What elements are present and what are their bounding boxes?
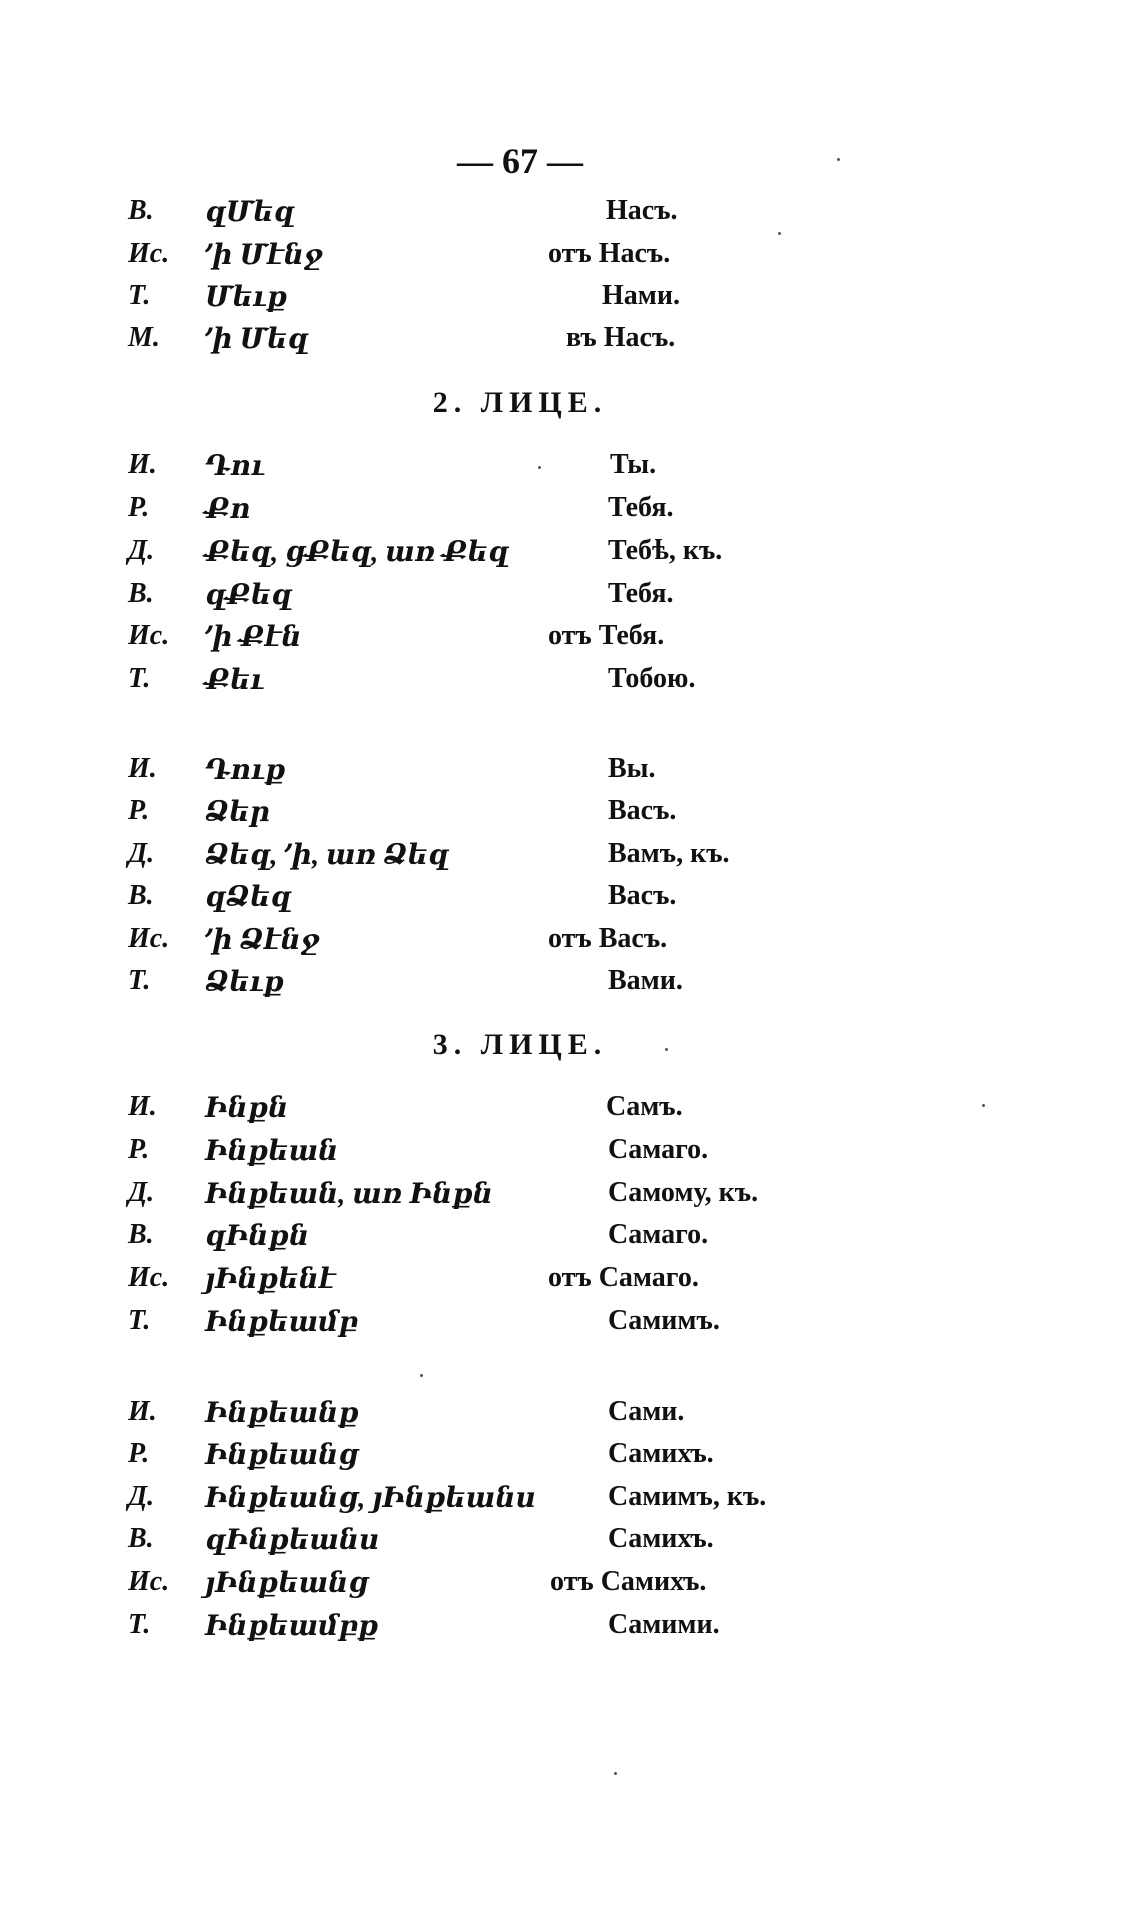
armenian-form: Ինքեան, առ Ինքն: [205, 1179, 493, 1210]
case-label: В.: [128, 1523, 154, 1554]
armenian-form: Ինքեանց: [205, 1440, 359, 1471]
declension-row: [0, 535, 1140, 575]
armenian-form: Ինքն: [205, 1093, 289, 1124]
russian-translation: Тебя.: [608, 492, 674, 523]
declension-row: [0, 1481, 1140, 1521]
print-speck: [665, 1048, 668, 1051]
case-label: Д.: [128, 838, 155, 869]
print-speck: [614, 1772, 617, 1775]
case-label: И.: [128, 449, 157, 480]
section-heading-person-3: 3. ЛИЦЕ.: [432, 1028, 608, 1061]
armenian-form: յԻնքենէ: [205, 1264, 336, 1295]
armenian-form: Քեւ: [205, 665, 265, 696]
declension-row: [0, 1219, 1140, 1259]
declension-row: [0, 322, 1140, 362]
russian-translation: Самимъ, къ.: [608, 1481, 767, 1512]
declension-row: [0, 280, 1140, 320]
print-speck: [538, 466, 541, 469]
declension-row: [0, 195, 1140, 235]
print-speck: [982, 1104, 985, 1107]
declension-row: [0, 663, 1140, 703]
russian-translation: Самъ.: [606, 1091, 683, 1122]
armenian-form: զՔեզ: [205, 580, 292, 611]
russian-translation: Самому, къ.: [608, 1177, 759, 1208]
armenian-form: ՚ի Մեզ: [205, 324, 309, 355]
russian-translation: отъ Васъ.: [548, 923, 668, 954]
russian-translation: Васъ.: [608, 880, 677, 911]
russian-translation: Самихъ.: [608, 1438, 714, 1469]
declension-row: [0, 1177, 1140, 1217]
case-label: Ис.: [128, 1566, 170, 1597]
armenian-form: Դուք: [205, 755, 286, 786]
russian-translation: отъ Тебя.: [548, 620, 665, 651]
case-label: Ис.: [128, 923, 170, 954]
case-label: Р.: [128, 1438, 150, 1469]
case-label: В.: [128, 880, 154, 911]
russian-translation: Самихъ.: [608, 1523, 714, 1554]
case-label: Т.: [128, 663, 151, 694]
declension-row: [0, 880, 1140, 920]
case-label: В.: [128, 195, 154, 226]
declension-row: [0, 620, 1140, 660]
armenian-form: զՄեզ: [205, 197, 295, 228]
russian-translation: Самаго.: [608, 1134, 709, 1165]
declension-row: [0, 1566, 1140, 1606]
case-label: И.: [128, 1396, 157, 1427]
case-label: Ис.: [128, 620, 170, 651]
russian-translation: отъ Самихъ.: [550, 1566, 707, 1597]
declension-row: [0, 449, 1140, 489]
russian-translation: отъ Самаго.: [548, 1262, 699, 1293]
russian-translation: Самаго.: [608, 1219, 709, 1250]
armenian-form: զԻնքեանս: [205, 1525, 380, 1556]
case-label: Т.: [128, 1609, 151, 1640]
section-heading-person-2: 2. ЛИЦЕ.: [432, 386, 608, 419]
case-label: Р.: [128, 492, 150, 523]
armenian-form: Քո: [205, 494, 251, 525]
declension-row: [0, 795, 1140, 835]
armenian-form: Ձեզ, ՚ի, առ Ձեզ: [205, 840, 449, 871]
russian-translation: Тебѣ, къ.: [608, 535, 723, 566]
case-label: Р.: [128, 795, 150, 826]
declension-row: [0, 753, 1140, 793]
case-label: Д.: [128, 535, 155, 566]
armenian-form: զՁեզ: [205, 882, 292, 913]
armenian-form: Ձեւք: [205, 967, 284, 998]
declension-row: [0, 1134, 1140, 1174]
russian-translation: Сами.: [608, 1396, 685, 1427]
russian-translation: Самими.: [608, 1609, 720, 1640]
armenian-form: ՚ի Մէնջ: [205, 240, 323, 271]
russian-translation: Ты.: [610, 449, 657, 480]
armenian-form: ՚ի Ձէնջ: [205, 925, 320, 956]
declension-row: [0, 838, 1140, 878]
armenian-form: Ինքեան: [205, 1136, 339, 1167]
case-label: Д.: [128, 1177, 155, 1208]
russian-translation: Вами.: [608, 965, 683, 996]
russian-translation: Тебя.: [608, 578, 674, 609]
russian-translation: Вамъ, къ.: [608, 838, 730, 869]
case-label: Т.: [128, 280, 151, 311]
case-label: Р.: [128, 1134, 150, 1165]
declension-row: [0, 578, 1140, 618]
declension-row: [0, 1438, 1140, 1478]
armenian-form: Մեւք: [205, 282, 288, 313]
russian-translation: Тобою.: [608, 663, 696, 694]
russian-translation: Васъ.: [608, 795, 677, 826]
case-label: Ис.: [128, 1262, 170, 1293]
case-label: Ис.: [128, 238, 170, 269]
armenian-form: Ինքեամբ: [205, 1307, 358, 1338]
case-label: М.: [128, 322, 160, 353]
declension-row: [0, 1262, 1140, 1302]
declension-row: [0, 1091, 1140, 1131]
case-label: И.: [128, 1091, 157, 1122]
case-label: Д.: [128, 1481, 155, 1512]
armenian-form: Ձեր: [205, 797, 270, 828]
declension-row: [0, 1305, 1140, 1345]
declension-row: [0, 238, 1140, 278]
print-speck: [837, 158, 840, 161]
case-label: В.: [128, 578, 154, 609]
declension-row: [0, 923, 1140, 963]
armenian-form: Դու: [205, 451, 265, 482]
armenian-form: Ինքեանց, յԻնքեանս: [205, 1483, 536, 1514]
print-speck: [778, 232, 781, 235]
russian-translation: Насъ.: [606, 195, 678, 226]
russian-translation: Вы.: [608, 753, 656, 784]
russian-translation: Самимъ.: [608, 1305, 720, 1336]
russian-translation: Нами.: [602, 280, 680, 311]
case-label: Т.: [128, 965, 151, 996]
case-label: В.: [128, 1219, 154, 1250]
armenian-form: զԻնքն: [205, 1221, 310, 1252]
case-label: Т.: [128, 1305, 151, 1336]
declension-row: [0, 1609, 1140, 1649]
russian-translation: въ Насъ.: [566, 322, 676, 353]
armenian-form: Ինքեամբք: [205, 1611, 379, 1642]
case-label: И.: [128, 753, 157, 784]
declension-row: [0, 965, 1140, 1005]
page-number: — 67 —: [457, 141, 583, 181]
print-speck: [420, 1374, 423, 1377]
armenian-form: յԻնքեանց: [205, 1568, 369, 1599]
declension-row: [0, 1523, 1140, 1563]
armenian-form: Քեզ, ցՔեզ, առ Քեզ: [205, 537, 509, 568]
declension-row: [0, 492, 1140, 532]
russian-translation: отъ Насъ.: [548, 238, 671, 269]
armenian-form: Ինքեանք: [205, 1398, 359, 1429]
armenian-form: ՚ի Քէն: [205, 622, 302, 653]
declension-row: [0, 1396, 1140, 1436]
